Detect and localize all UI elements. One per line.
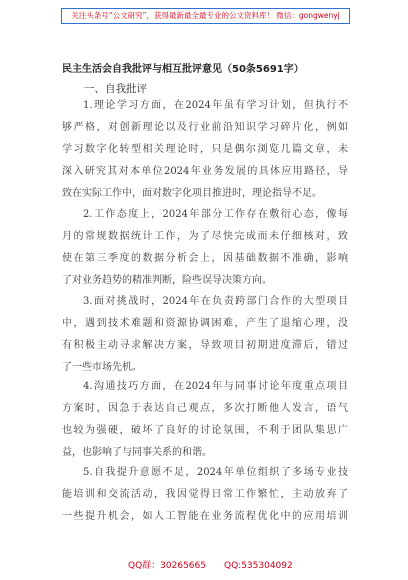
paragraph-3 <box>62 291 348 379</box>
paragraph-line: 1.理论学习方面，在2024年虽有学习计划，但执行不 <box>83 100 348 111</box>
paragraph-line: 使在第三季度的数据分析会上，因基础数据不准确，影响 <box>62 253 348 264</box>
paragraph-1 <box>62 95 348 205</box>
paragraph-line: 一些提升机会，如人工智能在业务流程优化中的应用培训 <box>62 511 348 522</box>
paragraph-2 <box>62 204 348 292</box>
paragraph-line: 深入研究其对本单位2024年业务发展的具体应用路径，导 <box>62 166 348 177</box>
paragraph-line: 能培训和交流活动，我因觉得日常工作繁忙，主动放弃了 <box>62 489 348 500</box>
paragraph-line: 够严格，对创新理论以及行业前沿知识学习碎片化，例如 <box>62 122 348 133</box>
paragraph-line: 2.工作态度上，2024年部分工作存在敷衍心态，像每 <box>83 209 348 220</box>
paragraph-4 <box>62 376 348 464</box>
paragraph-line: 益，也影响了与同事关系的和谐。 <box>62 447 212 458</box>
paragraph-line: 有积极主动寻求解决方案，导致项目初期进度滞后，错过 <box>62 340 348 351</box>
paragraph-5 <box>62 462 348 528</box>
paragraph-line: 中，遇到技术难题和资源协调困难，产生了退缩心理，没 <box>62 318 348 329</box>
paragraph-line: 致在实际工作中，面对数字化项目推进时，理论指导不足。 <box>62 188 322 199</box>
paragraph-line: 5.自我提升意愿不足，2024年单位组织了多场专业技 <box>83 467 348 478</box>
footer-contact <box>0 558 408 574</box>
qq-contact-number: QQ:535304092 <box>224 561 293 571</box>
section-heading: 一、自我批评 <box>84 83 147 95</box>
paragraph-line: 也较为强硬，破坏了良好的讨论氛围，不利于团队集思广 <box>62 425 348 436</box>
paragraph-line: 方案时，因急于表达自己观点，多次打断他人发言，语气 <box>62 403 348 414</box>
paragraph-line: 学习数字化转型相关理论时，只是偶尔浏览几篇文章，未 <box>62 144 348 155</box>
paragraph-line: 月的常规数据统计工作，为了尽快完成而未仔细核对，致 <box>62 231 348 242</box>
promo-banner: 关注头条号“公文研究”，获得最新最全最专业的公文资料库！ 微信：gongwenyj <box>61 8 350 24</box>
document-title: 民主生活会自我批评与相互批评意见（50条5691字） <box>62 64 304 75</box>
paragraph-line: 了对业务趋势的精准判断，险些误导决策方向。 <box>62 275 272 286</box>
paragraph-line: 了一些市场先机。 <box>62 362 142 373</box>
qq-group-number: QQ群：30265665 <box>128 561 206 571</box>
paragraph-line: 4.沟通技巧方面，在2024年与同事讨论年度重点项目 <box>83 381 348 392</box>
paragraph-line: 3.面对挑战时，2024年在负责跨部门合作的大型项目 <box>83 296 348 307</box>
